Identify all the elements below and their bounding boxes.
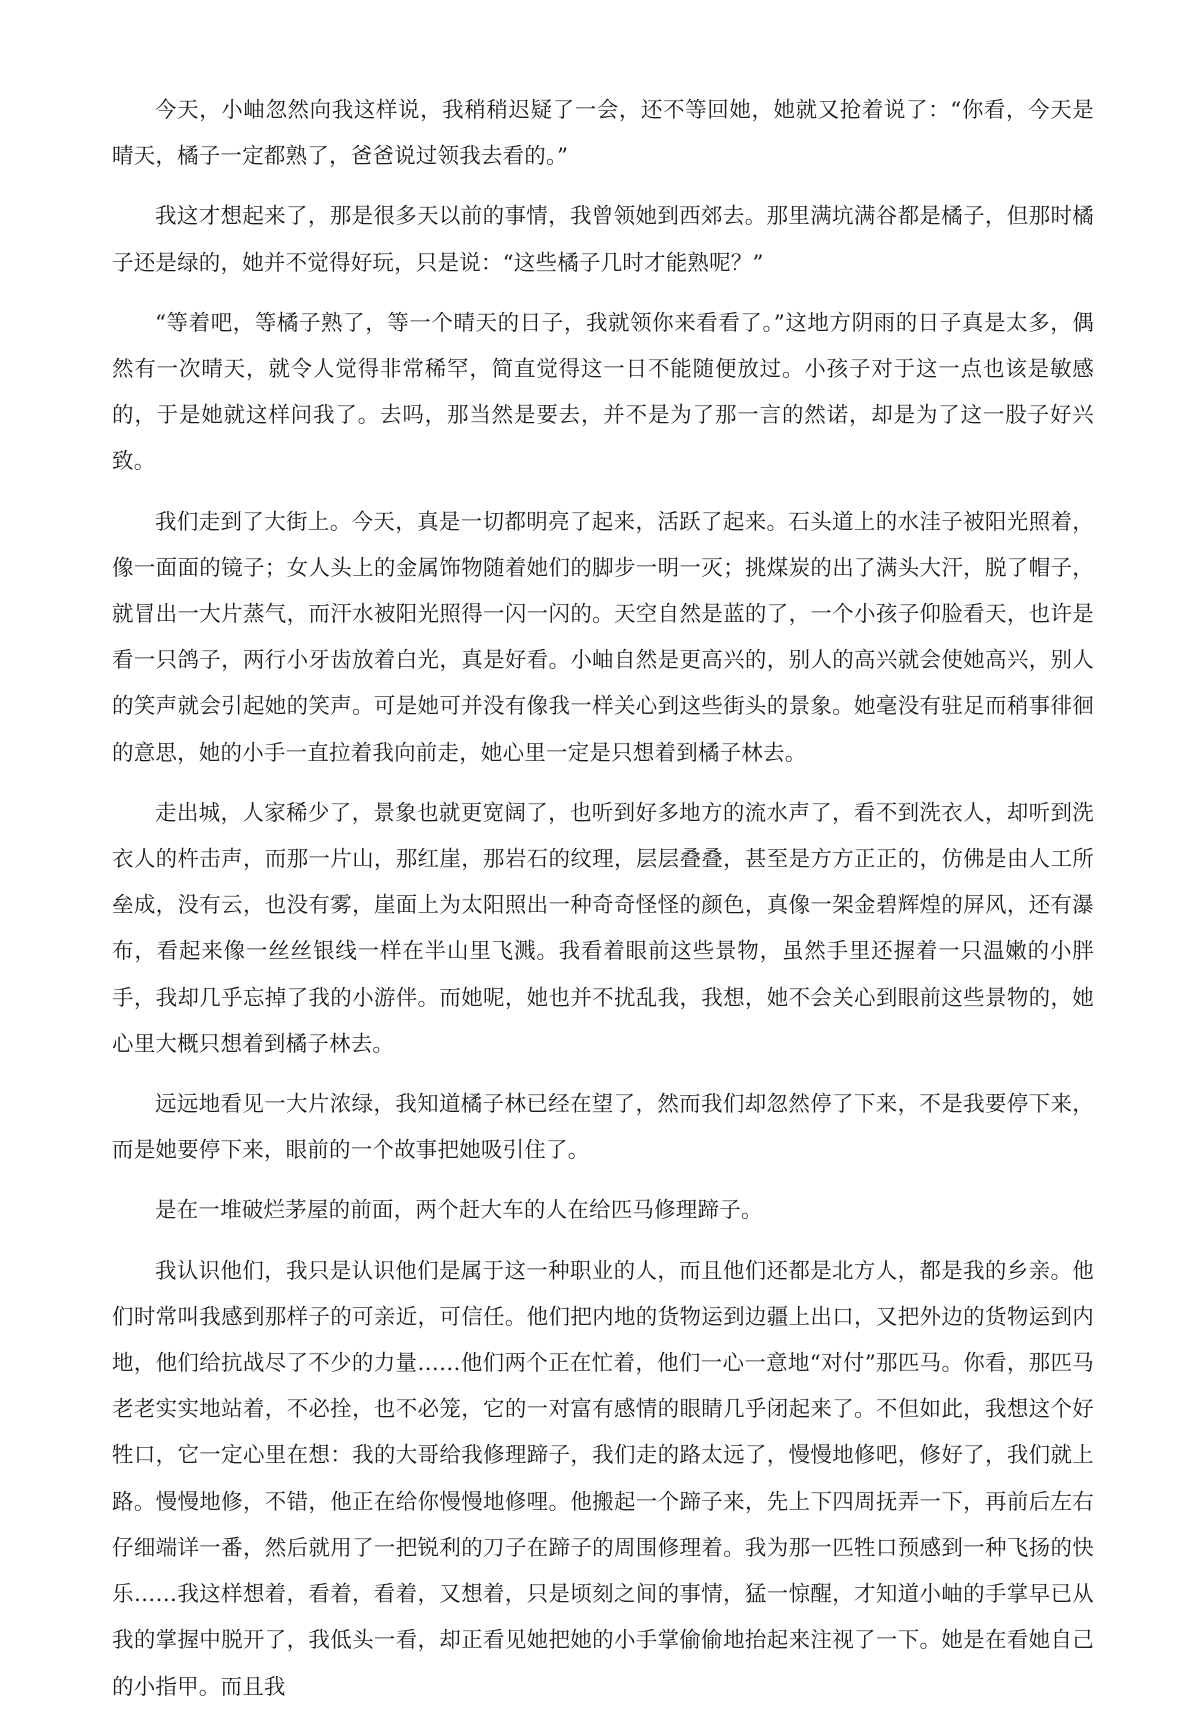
paragraph-3: “等着吧，等橘子熟了，等一个晴天的日子，我就领你来看看了。”这地方阴雨的日子真是太多，偶然有一次晴天，就令人觉得非常稀罕，简直觉得这一日不能随便放过。小孩子对于这一点也该是敏感的，于是她就这样问我了。去吗，那当然是要去，并不是为了那一言的然诺，却是为了这一股子好兴致。: [112, 310, 1094, 475]
paragraph-1: 今天，小岫忽然向我这样说，我稍稍迟疑了一会，还不等回她，她就又抢着说了：“你看，今天是晴天，橘子一定都熟了，爸爸说过领我去看的。”: [112, 98, 1094, 170]
paragraph-7: 是在一堆破烂茅屋的前面，两个赶大车的人在给匹马修理蹄子。: [155, 1198, 763, 1224]
paragraph-6: 远远地看见一大片浓绿，我知道橘子林已经在望了，然而我们却忽然停了下来，不是我要停下来，而是她要停下来，眼前的一个故事把她吸引住了。: [112, 1092, 1094, 1164]
paragraph-4: 我们走到了大街上。今天，真是一切都明亮了起来，活跃了起来。石头道上的水洼子被阳光照着，像一面面的镜子；女人头上的金属饰物随着她们的脚步一明一灭；挑煤炭的出了满头大汗，脱了帽子，就冒出一大片蒸气，而汗水被阳光照得一闪一闪的。天空自然是蓝的了，一个小孩子仰脸看天，也许是看一只鸽子，两行小牙齿放着白光，真是好看。小岫自然是更高兴的，别人的高兴就会使她高兴，别人的笑声就会引起她的笑声。可是她可并没有像我一样关心到这些街头的景象。她毫没有驻足而稍事徘徊的意思，她的小手一直拉着我向前走，她心里一定是只想着到橘子林去。: [112, 509, 1094, 766]
paragraph-8: 我认识他们，我只是认识他们是属于这一种职业的人，而且他们还都是北方人，都是我的乡亲。他们时常叫我感到那样子的可亲近，可信任。他们把内地的货物运到边疆上出口，又把外边的货物运到内地，他们给抗战尽了不少的力量……他们两个正在忙着，他们一心一意地“对付”那匹马。你看，那匹马老老实实地站着，不必拴，也不必笼，它的一对富有感情的眼睛几乎闭起来了。不但如此，我想这个好牲口，它一定心里在想：我的大哥给我修理蹄子，我们走的路太远了，慢慢地修吧，修好了，我们就上路。慢慢地修，不错，他正在给你慢慢地修哩。他搬起一个蹄子来，先上下四周抚弄一下，再前后左右仔细端详一番，然后就用了一把锐利的刀子在蹄子的周围修理着。我为那一匹牲口预感到一种飞扬的快乐……我这样想着，看着，看着，又想着，只是顷刻之间的事情，猛一惊醒，才知道小岫的手掌早已从我的掌握中脱开了，我低头一看，却正看见她把她的小手掌偷偷地抬起来注视了一下。她是在看她自己的小指甲。而且我: [112, 1258, 1094, 1700]
paragraph-5: 走出城，人家稀少了，景象也就更宽阔了，也听到好多地方的流水声了，看不到洗衣人，却听到洗衣人的杵击声，而那一片山，那红崖，那岩石的纹理，层层叠叠，甚至是方方正正的，仿佛是由人工所垒成，没有云，也没有雾，崖面上为太阳照出一种奇奇怪怪的颜色，真像一架金碧辉煌的屏风，还有瀑布，看起来像一丝丝银线一样在半山里飞溅。我看着眼前这些景物，虽然手里还握着一只温嫩的小胖手，我却几乎忘掉了我的小游伴。而她呢，她也并不扰乱我，我想，她不会关心到眼前这些景物的，她心里大概只想着到橘子林去。: [112, 800, 1094, 1057]
paragraph-2: 我这才想起来了，那是很多天以前的事情，我曾领她到西郊去。那里满坑满谷都是橘子，但那时橘子还是绿的，她并不觉得好玩，只是说：“这些橘子几时才能熟呢？”: [112, 204, 1094, 276]
